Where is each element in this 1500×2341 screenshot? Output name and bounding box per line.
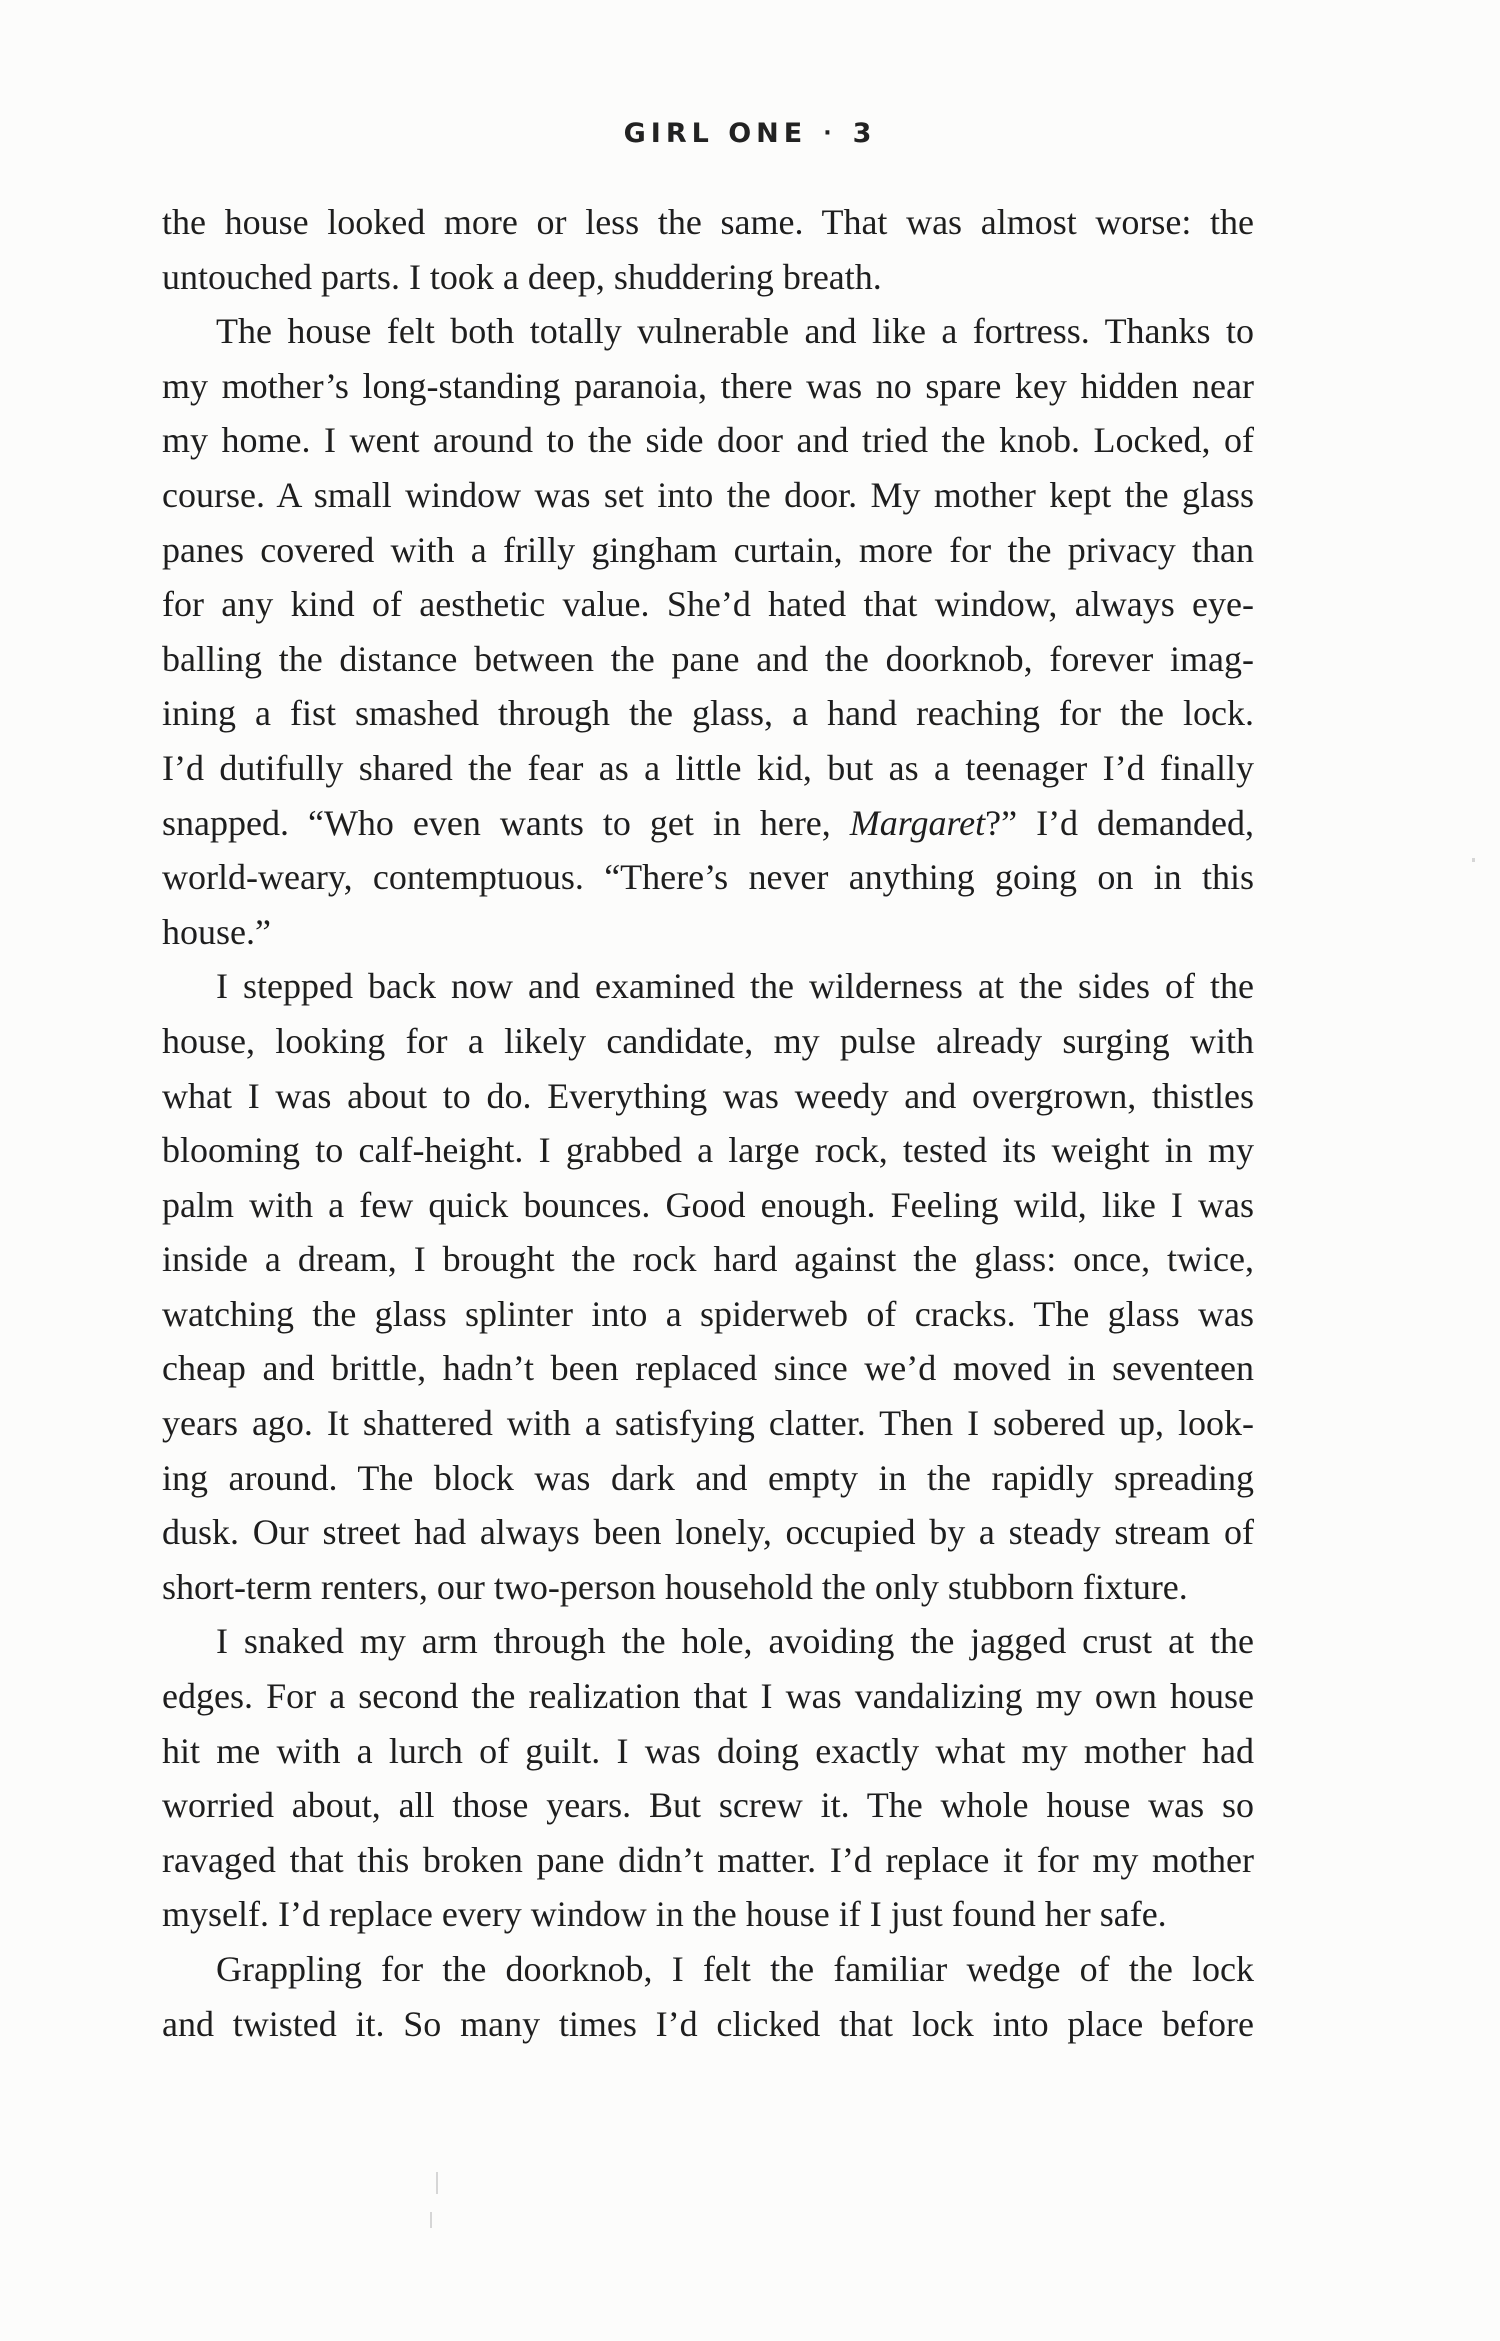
text-line: myself. I’d replace every window in the house if I just found her safe. xyxy=(162,1894,1167,1935)
scan-speck xyxy=(1472,858,1475,862)
text-line: inside a dream, I brought the rock hard against the glass: once, twice, xyxy=(162,1239,1254,1280)
text-line: worried about, all those years. But screw it. The whole house was so xyxy=(162,1785,1254,1826)
text-line: dusk. Our street had always been lonely, occupied by a steady stream of xyxy=(162,1512,1254,1553)
text-line: ravaged that this broken pane didn’t matter. I’d replace it for my mother xyxy=(162,1839,1254,1880)
text-line: my mother’s long-standing paranoia, there was no spare key hidden near xyxy=(162,365,1254,406)
emphasized-name: Margaret xyxy=(849,802,986,843)
text-line: course. A small window was set into the door. My mother kept the glass xyxy=(162,474,1254,515)
book-title: GIRL ONE xyxy=(623,118,808,149)
text-line: I snaked my arm through the hole, avoiding the jagged crust at the xyxy=(216,1621,1254,1662)
text-line: and twisted it. So many times I’d clicked that lock into place before xyxy=(162,2003,1254,2044)
text-line: I’d dutifully shared the fear as a little kid, but as a teenager I’d finally xyxy=(162,747,1254,788)
text-line: house, looking for a likely candidate, my pulse already surging with xyxy=(162,1020,1254,1061)
text-line: The house felt both totally vulnerable and like a fortress. Thanks to xyxy=(216,311,1254,352)
text-line: watching the glass splinter into a spiderweb of cracks. The glass was xyxy=(162,1293,1254,1334)
text-line: the house looked more or less the same. That was almost worse: the xyxy=(162,202,1254,242)
text-line: blooming to calf-height. I grabbed a large rock, tested its weight in my xyxy=(162,1130,1254,1171)
text-line: edges. For a second the realization that I was vandalizing my own house xyxy=(162,1676,1254,1717)
body-text xyxy=(162,195,1254,2051)
text-line: Grappling for the doorknob, I felt the familiar wedge of the lock xyxy=(216,1949,1254,1989)
text-line: cheap and brittle, hadn’t been replaced since we’d moved in seventeen xyxy=(162,1348,1254,1389)
scan-speck xyxy=(430,2212,432,2228)
text-segment: snapped. “Who even wants to get in here, xyxy=(162,802,850,843)
text-line: panes covered with a frilly gingham curtain, more for the privacy than xyxy=(162,529,1254,570)
running-head xyxy=(0,118,1500,149)
text-line: hit me with a lurch of guilt. I was doing exactly what my mother had xyxy=(162,1730,1254,1771)
text-line: I stepped back now and examined the wilderness at the sides of the xyxy=(216,966,1254,1007)
text-line: world-weary, contemptuous. “There’s never anything going on in this xyxy=(162,857,1254,898)
text-line: my home. I went around to the side door and tried the knob. Locked, of xyxy=(162,420,1254,461)
text-segment: ?” I’d demanded, xyxy=(985,802,1254,843)
header-separator: · xyxy=(823,121,837,146)
text-line: house.” xyxy=(162,911,271,952)
text-line: ining a fist smashed through the glass, a hand reaching for the lock. xyxy=(162,693,1254,734)
page-number: 3 xyxy=(852,118,877,149)
text-line: balling the distance between the pane and the doorknob, forever imag- xyxy=(162,638,1254,679)
text-line: ing around. The block was dark and empty in the rapidly spreading xyxy=(162,1457,1254,1498)
text-line: years ago. It shattered with a satisfying clatter. Then I sobered up, look- xyxy=(162,1403,1254,1444)
text-line xyxy=(162,796,1254,851)
text-line: palm with a few quick bounces. Good enough. Feeling wild, like I was xyxy=(162,1184,1254,1225)
text-line: untouched parts. I took a deep, shuddering breath. xyxy=(162,256,882,297)
scan-speck xyxy=(436,2172,438,2194)
text-line: what I was about to do. Everything was weedy and overgrown, thistles xyxy=(162,1075,1254,1116)
text-line: for any kind of aesthetic value. She’d hated that window, always eye- xyxy=(162,584,1254,625)
text-line: short-term renters, our two-person household the only stubborn fixture. xyxy=(162,1566,1188,1607)
